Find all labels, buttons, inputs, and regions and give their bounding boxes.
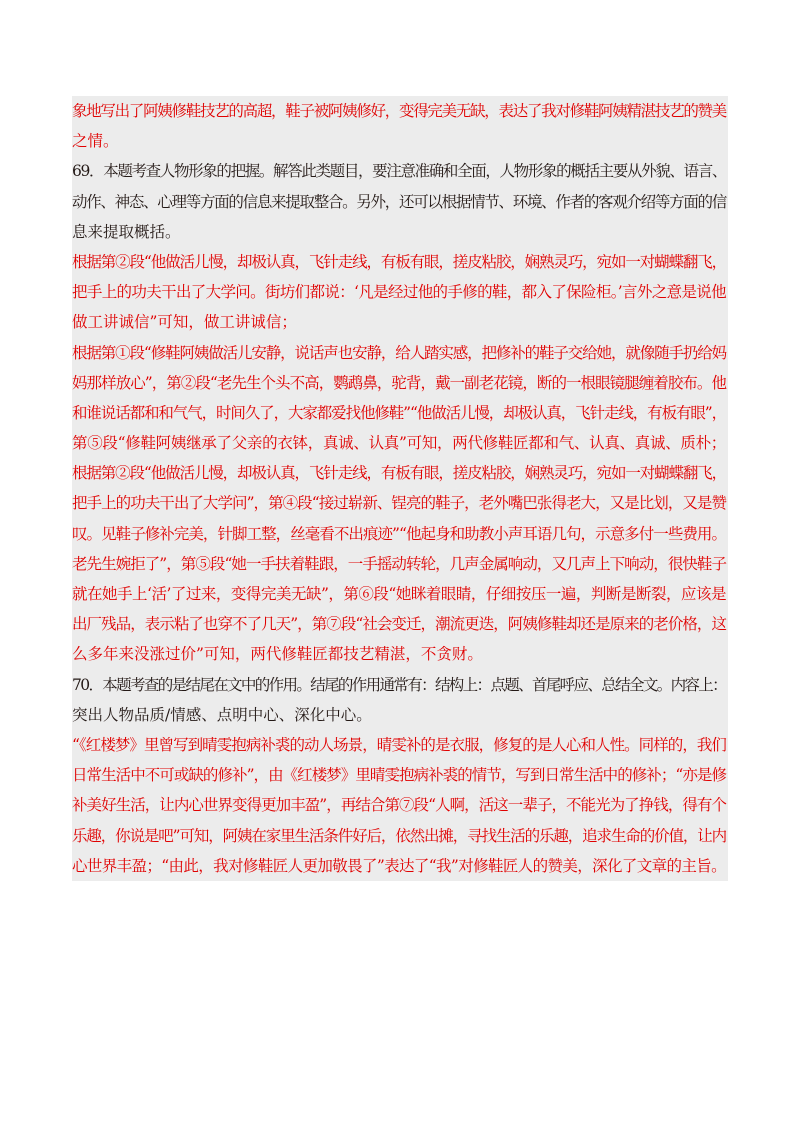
answer-analysis-line: 就在她手上‘活’了过来，变得完美无缺”，第⑥段“她眯着眼睛，仔细按压一遍，判断是断裂，应该是 (72, 585, 726, 603)
answer-analysis-line: 补美好生活，让内心世界变得更加丰盈”，再结合第⑦段“人啊，活这一辈子，不能光为了挣钱，得有个 (72, 796, 727, 815)
answer-analysis-line: 根据第①段“修鞋阿姨做活儿安静，说话声也安静，给人踏实感，把修补的鞋子交给她，就像随手扔给妈 (72, 343, 726, 362)
question-explanation-line: 息来提取概括。 (72, 222, 181, 241)
answer-analysis-line: 做工讲诚信”可知，做工讲诚信； (72, 313, 297, 332)
answer-analysis-line: 把手上的功夫干出了大学问。街坊们都说：‘凡是经过他的手修的鞋，都入了保险柜。’言外之意是说他 (72, 283, 726, 302)
answer-analysis-line: 把手上的功夫干出了大学问”，第④段“接过崭新、锃亮的鞋子，老外嘴巴张得老大，又是比划，又是赞 (72, 494, 727, 513)
answer-analysis-line: 之情。 (72, 132, 119, 151)
question-explanation-line: 69．本题考查人物形象的把握。解答此类题目，要注意准确和全面，人物形象的概括主要从外貌、语言、 (72, 162, 727, 181)
question-explanation-line: 动作、神态、心理等方面的信息来提取整合。另外，还可以根据情节、环境、作者的客观介绍等方面的信 (72, 192, 726, 211)
answer-analysis-line: 老先生婉拒了”，第⑤段“她一手扶着鞋跟，一手摇动转轮，几声金属响动，又几声上下响动，很快鞋子 (72, 554, 727, 573)
answer-analysis-line: 心世界丰盈；“由此，我对修鞋匠人更加敬畏了”表达了“我”对修鞋匠人的赞美，深化了文章的主旨。 (72, 856, 726, 875)
answer-analysis-line: 出厂残品，表示粘了也穿不了几天”，第⑦段“社会变迁，潮流更迭，阿姨修鞋却还是原来的老价格，这 (72, 615, 727, 634)
question-explanation-line: 突出人物品质/情感、点明中心、深化中心。 (72, 705, 372, 724)
answer-text-block (72, 96, 728, 881)
answer-analysis-line: 第⑤段“修鞋阿姨继承了父亲的衣钵，真诚、认真”可知，两代修鞋匠都和气、认真、真诚、质朴； (72, 434, 727, 453)
answer-analysis-line: 么多年来没涨过价”可知，两代修鞋匠都技艺精湛，不贪财。 (72, 645, 483, 664)
answer-analysis-line: 乐趣，你说是吧”可知，阿姨在家里生活条件好后，依然出摊，寻找生活的乐趣，追求生命的价值，让内 (72, 826, 726, 845)
answer-analysis-line: 象地写出了阿姨修鞋技艺的高超，鞋子被阿姨修好，变得完美无缺，表达了我对修鞋阿姨精湛技艺的赞美 (72, 102, 726, 120)
answer-analysis-line: 根据第②段“他做活儿慢，却极认真，飞针走线，有板有眼，搓皮粘胶，娴熟灵巧，宛如一对蝴蝶翻飞， (72, 252, 726, 271)
answer-analysis-line: “《红楼梦》里曾写到晴雯抱病补裘的动人场景，晴雯补的是衣服，修复的是人心和人性。同样的，我们 (72, 735, 726, 754)
answer-analysis-line: 日常生活中不可或缺的修补”，由《红楼梦》里晴雯抱病补裘的情节，写到日常生活中的修补；“亦是修 (72, 766, 727, 785)
answer-analysis-line: 妈那样放心”，第②段“老先生个头不高，鹦鹉鼻，驼背，戴一副老花镜，断的一根眼镜腿缠着胶布。他 (72, 373, 727, 392)
answer-analysis-line: 根据第②段“他做活儿慢，却极认真，飞针走线，有板有眼，搓皮粘胶，娴熟灵巧，宛如一对蝴蝶翻飞， (72, 464, 726, 483)
question-explanation-line: 70．本题考查的是结尾在文中的作用。结尾的作用通常有：结构上：点题、首尾呼应、总结全文。内容上： (72, 675, 727, 694)
answer-analysis-line: 叹。见鞋子修补完美，针脚工整，丝毫看不出痕迹”“他起身和助教小声耳语几句，示意多付一些费用。 (72, 524, 727, 543)
answer-analysis-line: 和谁说话都和和气气，时间久了，大家都爱找他修鞋”“他做活儿慢，却极认真，飞针走线，有板有眼”， (72, 403, 726, 422)
